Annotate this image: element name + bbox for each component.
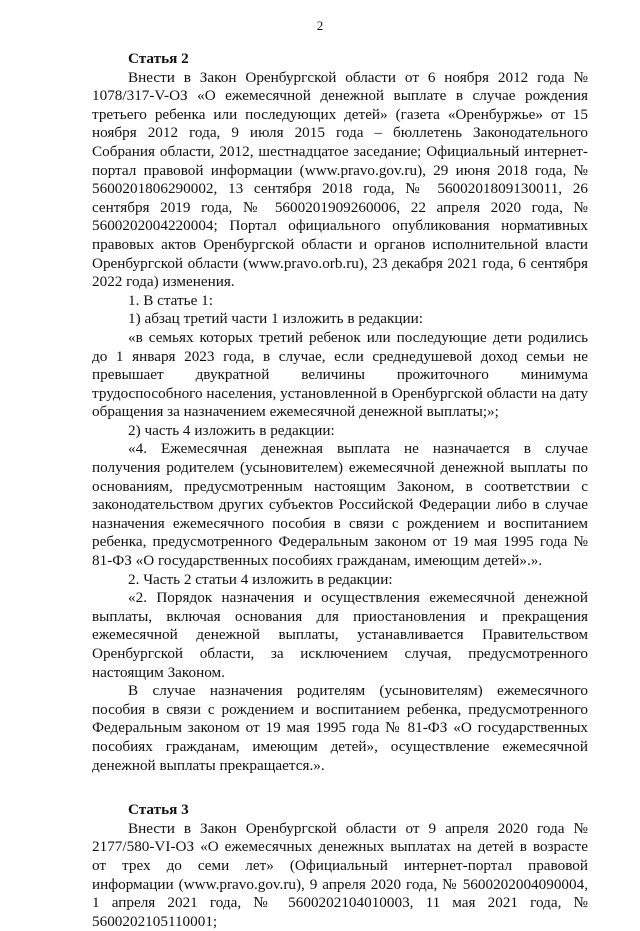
article-2-item-1: 1. В статье 1:	[128, 291, 213, 309]
article-2-quote-4: В случае назначения родителям (усыновителям) ежемесячного пособия в связи с рождением и воспитанием ребенка, предусмотренного Федеральным законом от 19 мая 1995 года № 81-ФЗ «О государственных пособиях гражданам, имеющим детей», осуществление ежемесячной денежной выплаты прекращается.».	[92, 682, 588, 774]
article-3-intro: Внести в Закон Оренбургской области от 9 апреля 2020 года № 2177/580-VI-ОЗ «О ежемесячных денежных выплатах на детей в возрасте от трех до семи лет» (Официальный интернет-портал правовой информации (www.pravo.gov.ru), 9 апреля 2020 года, № 5600202004090004, 1 апреля 2021 года, № 5600202104010003, 11 мая 2021 года, № 5600202105110001;	[92, 819, 588, 930]
article-2-item-1-2: 2) часть 4 изложить в редакции:	[128, 421, 335, 439]
article-2-quote-2: «4. Ежемесячная денежная выплата не назначается в случае получения родителем (усыновителем) ежемесячной денежной выплаты по основаниям, предусмотренным настоящим Законом, в соответствии с законодательством других субъектов Российской Федерации либо в случае назначения ежемесячного пособия в связи с рождением и воспитанием ребенка, предусмотренного Федеральным законом от 19 мая 1995 года № 81-ФЗ «О государственных пособиях гражданам, имеющим детей».».	[92, 440, 588, 570]
page-number: 2	[316, 18, 324, 33]
article-2-intro: Внести в Закон Оренбургской области от 6 ноября 2012 года № 1078/317-V-ОЗ «О ежемесячной денежной выплате в случае рождения третьего ребенка или последующих детей» (газета «Оренбуржье» от 15 ноября 2012 года, 9 июля 2015 года – бюллетень Законодательного Собрания области, 2012, шестнадцатое заседание; Официальный интернет-портал правовой информации (www.pravo.gov.ru), 29 июня 2018 года, № 5600201806290002, 13 сентября 2018 года, № 5600201809130011, 26 сентября 2019 года, № 5600201909260006, 22 апреля 2020 года, № 5600202004220004; Портал официального опубликования нормативных правовых актов Оренбургской области и органов исполнительной власти Оренбургской области (www.pravo.orb.ru), 23 декабря 2021 года, 6 сентября 2022 года) изменения.	[92, 68, 588, 291]
section-spacer	[92, 775, 588, 801]
article-2-quote-1: «в семьях которых третий ребенок или последующие дети родились до 1 января 2023 года, в случае, если среднедушевой доход семьи не превышает двукратной величины прожиточного минимума трудоспособного населения, установленной в Оренбургской области на дату обращения за назначением ежемесячной денежной выплаты;»;	[92, 328, 588, 421]
document-body	[92, 50, 588, 931]
article-2-item-2: 2. Часть 2 статьи 4 изложить в редакции:	[128, 570, 393, 588]
article-3-heading: Статья 3	[128, 801, 189, 819]
article-2-heading: Статья 2	[128, 50, 189, 67]
article-2-item-1-1: 1) абзац третий части 1 изложить в редакции:	[128, 310, 423, 328]
article-2-quote-3: «2. Порядок назначения и осуществления ежемесячной денежной выплаты, включая основания для приостановления и прекращения ежемесячной денежной выплаты, устанавливается Правительством Оренбургской области, за исключением случая, предусмотренного настоящим Законом.	[92, 589, 588, 681]
